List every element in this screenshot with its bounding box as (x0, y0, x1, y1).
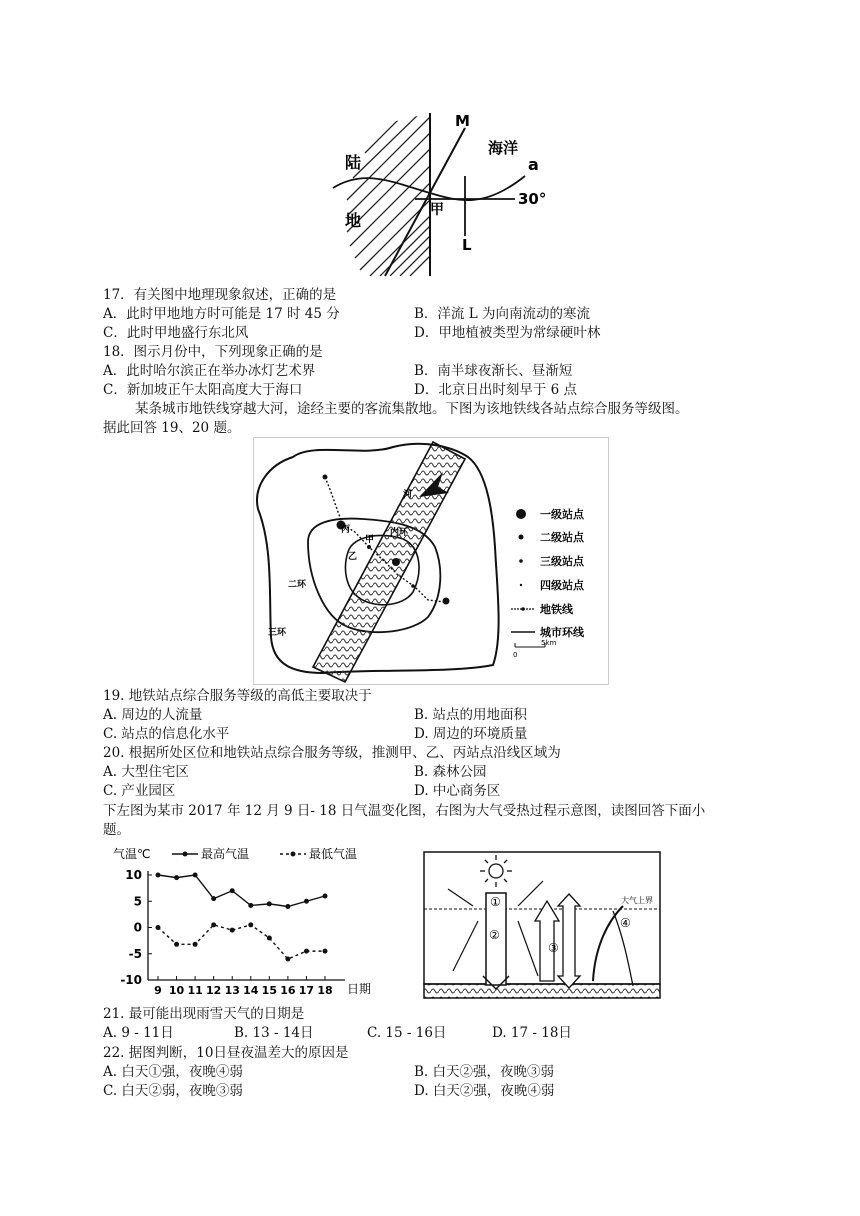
q19-option-a: A. 周边的人流量 (103, 707, 203, 723)
q17-option-a: A．此时甲地地方时可能是 17 时 45 分 (103, 306, 340, 322)
series-max-point (304, 899, 309, 904)
q21-option-b: B. 13 - 14日 (234, 1025, 314, 1041)
inner-ring-label: 内环 (390, 528, 409, 538)
x-tick-label: 16 (280, 984, 296, 997)
svg-text:三级站点: 三级站点 (540, 555, 584, 568)
q17-option-b: B．洋流 L 为向南流动的寒流 (414, 306, 590, 322)
land-label-1: 陆 (345, 153, 362, 172)
river-label: 河 (403, 490, 413, 500)
series-max-point (156, 873, 161, 878)
station-jia-label: 甲 (365, 535, 375, 545)
map-legend (511, 507, 585, 659)
x-tick-label: 17 (298, 984, 315, 997)
x-tick-label: 11 (187, 984, 203, 997)
ground-hatch (424, 984, 660, 998)
current-a-label: a (528, 155, 539, 174)
x-tick-label: 14 (243, 984, 259, 997)
intro-21-line2: 题。 (103, 822, 130, 838)
q18-option-a: A．此时哈尔滨正在举办冰灯艺术界 (103, 363, 316, 379)
ocean-label: 海洋 (488, 139, 519, 157)
q20-option-b: B. 森林公园 (414, 764, 487, 780)
land-hatching (347, 108, 430, 276)
x-tick-label: 9 (154, 984, 162, 997)
q22-option-a: A. 白天①强，夜晚④弱 (103, 1064, 243, 1080)
series-min-point (323, 949, 328, 954)
series-max-point (174, 875, 179, 880)
svg-text:四级站点: 四级站点 (540, 579, 584, 592)
series-max-point (323, 894, 328, 899)
svg-text:二级站点: 二级站点 (540, 531, 584, 544)
q19-option-b: B. 站点的用地面积 (414, 707, 528, 723)
series-min-point (156, 925, 161, 930)
y-tick-label: 5 (133, 894, 142, 909)
x-axis-label: 日期 (347, 982, 372, 996)
series-max-point (193, 873, 198, 878)
series-max-point (267, 901, 272, 906)
q17-option-c: C．此时甲地盛行东北风 (103, 325, 249, 341)
station-bing-label: 丙 (341, 525, 351, 535)
series-max-point (211, 896, 216, 901)
legend-max-marker (183, 852, 188, 857)
series-max-point (230, 888, 235, 893)
svg-text:城市环线: 城市环线 (540, 626, 584, 639)
metro-map-figure (253, 437, 609, 685)
y-tick-label: -10 (120, 973, 142, 987)
x-tick-label: 15 (261, 984, 277, 997)
y-tick-label: 10 (125, 868, 142, 882)
atmosphere-top-label: 大气上界 (621, 896, 653, 905)
q22-stem: 22. 据图判断，10日昼夜温差大的原因是 (103, 1045, 349, 1061)
series-max-point (248, 903, 253, 908)
latitude-label: 30° (518, 190, 547, 208)
series-min-point (230, 928, 235, 933)
series-min-point (267, 936, 272, 941)
q21-option-d: D. 17 - 18日 (492, 1025, 572, 1041)
series-min-line (158, 925, 325, 959)
q17-option-d: D．甲地植被类型为常绿硬叶林 (414, 325, 601, 341)
current-l-label: L (462, 236, 472, 254)
q20-option-c: C. 产业园区 (103, 783, 176, 799)
svg-text:0: 0 (513, 651, 518, 659)
q22-option-d: D. 白天②强，夜晚④弱 (414, 1083, 555, 1099)
point-jia-label: 甲 (430, 202, 444, 218)
third-ring-label: 三环 (268, 628, 287, 638)
q21-stem: 21. 最可能出现雨雪天气的日期是 (103, 1006, 305, 1022)
coast-current-figure (325, 108, 565, 283)
line-m-label: M (455, 112, 470, 130)
atmosphere-heating-diagram (423, 851, 661, 1001)
svg-text:5km: 5km (541, 639, 557, 647)
y-tick-label: 0 (133, 920, 142, 935)
land-label-2: 地 (345, 211, 362, 230)
series-min-point (211, 922, 216, 927)
series-min-point (304, 949, 309, 954)
legend-min-label: 最低气温 (309, 847, 358, 861)
q20-stem: 20. 根据所处区位和地铁站点综合服务等级，推测甲、乙、丙站点沿线区域为 (103, 745, 561, 761)
x-tick-label: 12 (206, 984, 222, 997)
svg-text:地铁线: 地铁线 (540, 603, 573, 616)
x-tick-label: 10 (168, 984, 185, 997)
q22-option-c: C. 白天②弱，夜晚③弱 (103, 1083, 243, 1099)
q21-option-c: C. 15 - 16日 (367, 1025, 447, 1041)
q18-option-b: B．南半球夜渐长、昼渐短 (414, 363, 573, 379)
legend-max-label: 最高气温 (201, 847, 250, 861)
river (313, 442, 465, 682)
sun-icon (480, 855, 512, 887)
q21-option-a: A. 9 - 11日 (103, 1025, 174, 1041)
series-min-point (285, 957, 290, 962)
temperature-chart (110, 843, 400, 1003)
series-max-point (285, 904, 290, 909)
circle-4-label: ④ (620, 916, 631, 930)
series-min-point (248, 922, 253, 927)
intro-19-line2: 据此回答 19、20 题。 (103, 420, 241, 436)
q20-option-d: D. 中心商务区 (414, 783, 501, 799)
circle-3-label: ③ (548, 941, 559, 955)
circle-2-label: ② (489, 928, 500, 942)
q17-stem: 17．有关图中地理现象叙述，正确的是 (103, 287, 337, 303)
q18-option-d: D．北京日出时刻早于 6 点 (414, 382, 577, 398)
y-axis-label: 气温℃ (113, 847, 151, 861)
intro-19-line1: 某条城市地铁线穿越大河，途经主要的客流集散地。下图为该地铁线各站点综合服务等级图。 (135, 401, 689, 417)
second-ring-label: 二环 (288, 580, 307, 590)
q18-option-c: C．新加坡正午太阳高度大于海口 (103, 382, 303, 398)
series-min-point (193, 942, 198, 947)
x-tick-label: 18 (317, 984, 333, 997)
svg-text:一级站点: 一级站点 (540, 508, 584, 521)
circle-1-label: ① (490, 895, 501, 909)
series-min-point (174, 942, 179, 947)
q22-option-b: B. 白天②强，夜晚③弱 (414, 1064, 555, 1080)
q18-stem: 18．图示月份中，下列现象正确的是 (103, 344, 323, 360)
series-max-line (158, 875, 325, 907)
intro-21-line1: 下左图为某市 2017 年 12 月 9 日- 18 日气温变化图，右图为大气受热过程示意图，读图回答下面小 (103, 803, 706, 819)
q19-option-c: C. 站点的信息化水平 (103, 726, 230, 742)
q19-option-d: D. 周边的环境质量 (414, 726, 528, 742)
q20-option-a: A. 大型住宅区 (103, 764, 189, 780)
x-tick-label: 13 (224, 984, 240, 997)
legend-min-marker (291, 852, 296, 857)
station-yi-label: 乙 (348, 552, 358, 562)
q19-stem: 19. 地铁站点综合服务等级的高低主要取决于 (103, 688, 372, 704)
y-tick-label: -5 (128, 946, 142, 961)
